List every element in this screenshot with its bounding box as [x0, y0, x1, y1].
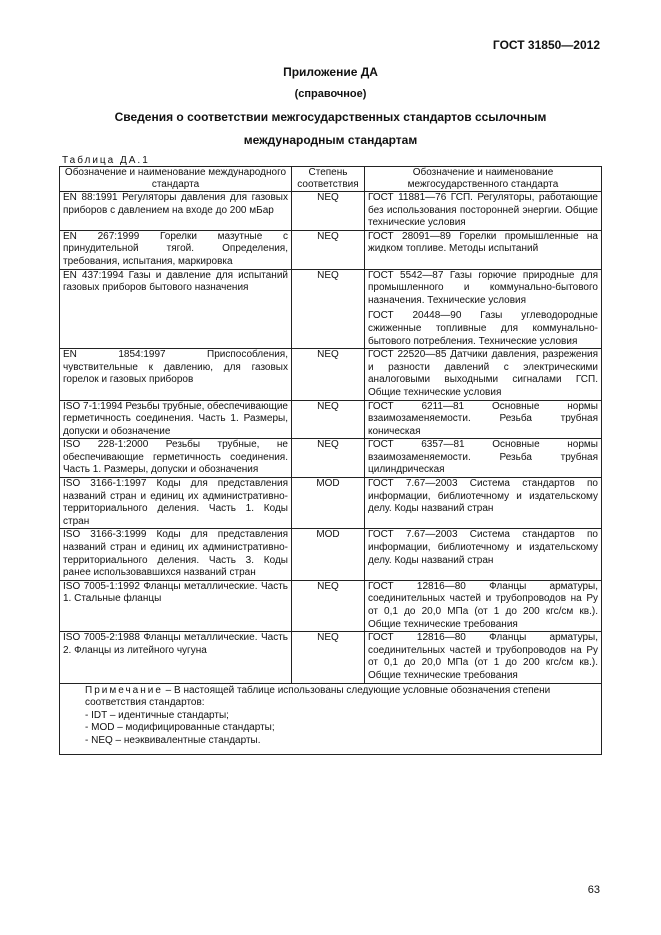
gost-standard-cell: ГОСТ 7.67—2003 Система стандартов по информации, библиотечному и издательскому делу. Коды названий стран: [365, 478, 602, 529]
degree-cell: NEQ: [292, 439, 365, 478]
header-degree: Степень соответствия: [292, 167, 365, 192]
gost-standard-cell: ГОСТ 6211—81 Основные нормы взаимозаменяемости. Резьба трубная коническая: [365, 400, 602, 439]
gost-standard-cell: ГОСТ 28091—89 Горелки промышленные на жидком топливе. Методы испытаний: [365, 230, 602, 269]
table-row: [60, 349, 602, 400]
degree-cell: NEQ: [292, 580, 365, 631]
intl-standard-cell: ISO 7-1:1994 Резьбы трубные, обеспечивающие герметичность соединения. Часть 1. Размеры, допуски и обозначение: [60, 400, 292, 439]
table-note: [60, 683, 602, 754]
degree-cell: NEQ: [292, 632, 365, 683]
intl-standard-cell: EN 267:1999 Горелки мазутные с принудительной тягой. Определения, требования, испытания, маркировка: [60, 230, 292, 269]
note-item-idt: - IDT – идентичные стандарты;: [85, 709, 229, 721]
table-row: [60, 529, 602, 580]
table-row: [60, 192, 602, 231]
page-number: 63: [587, 884, 600, 896]
intl-standard-cell: EN 88:1991 Регуляторы давления для газовых приборов с давлением на входе до 200 мБар: [60, 192, 292, 231]
note-text: – В настоящей таблице использованы следующие условные обозначения степени соответствия стандартов:: [85, 684, 551, 709]
table-row: [60, 269, 602, 349]
table-note-row: [60, 683, 602, 754]
degree-cell: NEQ: [292, 400, 365, 439]
intl-standard-cell: ISO 3166-1:1997 Коды для представления названий стран и единиц их административно-территориального деления. Часть 1. Коды стран: [60, 478, 292, 529]
table-row: [60, 400, 602, 439]
note-item-neq: - NEQ – неэквивалентные стандарты.: [85, 734, 261, 746]
appendix-heading-line-2: международным стандартам: [243, 133, 418, 147]
table-row: [60, 230, 602, 269]
document-code: ГОСТ 31850—2012: [492, 38, 600, 52]
appendix-title: Приложение ДА: [283, 65, 378, 79]
degree-cell: NEQ: [292, 269, 365, 349]
intl-standard-cell: ISO 7005-2:1988 Фланцы металлические. Часть 2. Фланцы из литейного чугуна: [60, 632, 292, 683]
note-label: Примечание: [85, 684, 163, 696]
gost-standard-cell: ГОСТ 7.67—2003 Система стандартов по информации, библиотечному и издательскому делу. Коды названий стран: [365, 529, 602, 580]
correspondence-table: [59, 166, 602, 755]
intl-standard-cell: ISO 7005-1:1992 Фланцы металлические. Часть 1. Стальные фланцы: [60, 580, 292, 631]
gost-standard-cell: [365, 269, 602, 349]
degree-cell: NEQ: [292, 192, 365, 231]
intl-standard-cell: ISO 228-1:2000 Резьбы трубные, не обеспечивающие герметичность соединения. Часть 1. Размеры, допуски и обозначения: [60, 439, 292, 478]
table-row: [60, 632, 602, 683]
table-row: [60, 580, 602, 631]
table-label: Таблица ДА.1: [62, 155, 150, 166]
degree-cell: NEQ: [292, 230, 365, 269]
note-intro: [63, 685, 598, 710]
intl-standard-cell: ISO 3166-3:1999 Коды для представления названий стран и единиц их административно-территориального деления. Часть 3. Коды ранее использовавшихся названий стран: [60, 529, 292, 580]
intl-standard-cell: EN 437:1994 Газы и давление для испытаний газовых приборов бытового назначения: [60, 269, 292, 349]
degree-cell: MOD: [292, 529, 365, 580]
degree-cell: NEQ: [292, 349, 365, 400]
table-row: [60, 439, 602, 478]
table-row: [60, 478, 602, 529]
gost-standard-cell: ГОСТ 6357—81 Основные нормы взаимозаменяемости. Резьба трубная цилиндрическая: [365, 439, 602, 478]
gost-standard-cell: ГОСТ 12816—80 Фланцы арматуры, соединительных частей и трубопроводов на Pу от 0,1 до 20,0 МПа (от 1 до 200 кгс/см кв.). Общие технические требования: [365, 580, 602, 631]
intl-standard-cell: EN 1854:1997 Приспособления, чувствительные к давлению, для газовых горелок и газовых приборов: [60, 349, 292, 400]
header-gost-standard: Обозначение и наименование межгосударственного стандарта: [365, 167, 602, 192]
gost-standard-cell: ГОСТ 22520—85 Датчики давления, разрежения и разности давлений с электрическими аналоговыми выходными сигналами ГСП. Общие технические условия: [365, 349, 602, 400]
gost-standard-text: ГОСТ 5542—87 Газы горючие природные для промышленного и коммунально-бытового назначения. Технические условия: [368, 269, 598, 306]
degree-cell: MOD: [292, 478, 365, 529]
table-header-row: [60, 167, 602, 192]
header-intl-standard: Обозначение и наименование международного стандарта: [60, 167, 292, 192]
appendix-heading-line-1: Сведения о соответствии межгосударственных стандартов ссылочным: [114, 110, 547, 124]
gost-standard-cell: ГОСТ 11881—76 ГСП. Регуляторы, работающие без использования посторонней энергии. Общие технические условия: [365, 192, 602, 231]
appendix-kind: (справочное): [294, 88, 367, 100]
gost-standard-cell: ГОСТ 12816—80 Фланцы арматуры, соединительных частей и трубопроводов на Pу от 0,1 до 20,0 МПа (от 1 до 200 кгс/см кв.). Общие технические требования: [365, 632, 602, 683]
note-item-mod: - MOD – модифицированные стандарты;: [85, 722, 275, 734]
gost-standard-text-secondary: ГОСТ 20448—90 Газы углеводородные сжиженные топливные для коммунально-бытового потребления. Технические условия: [368, 310, 598, 347]
